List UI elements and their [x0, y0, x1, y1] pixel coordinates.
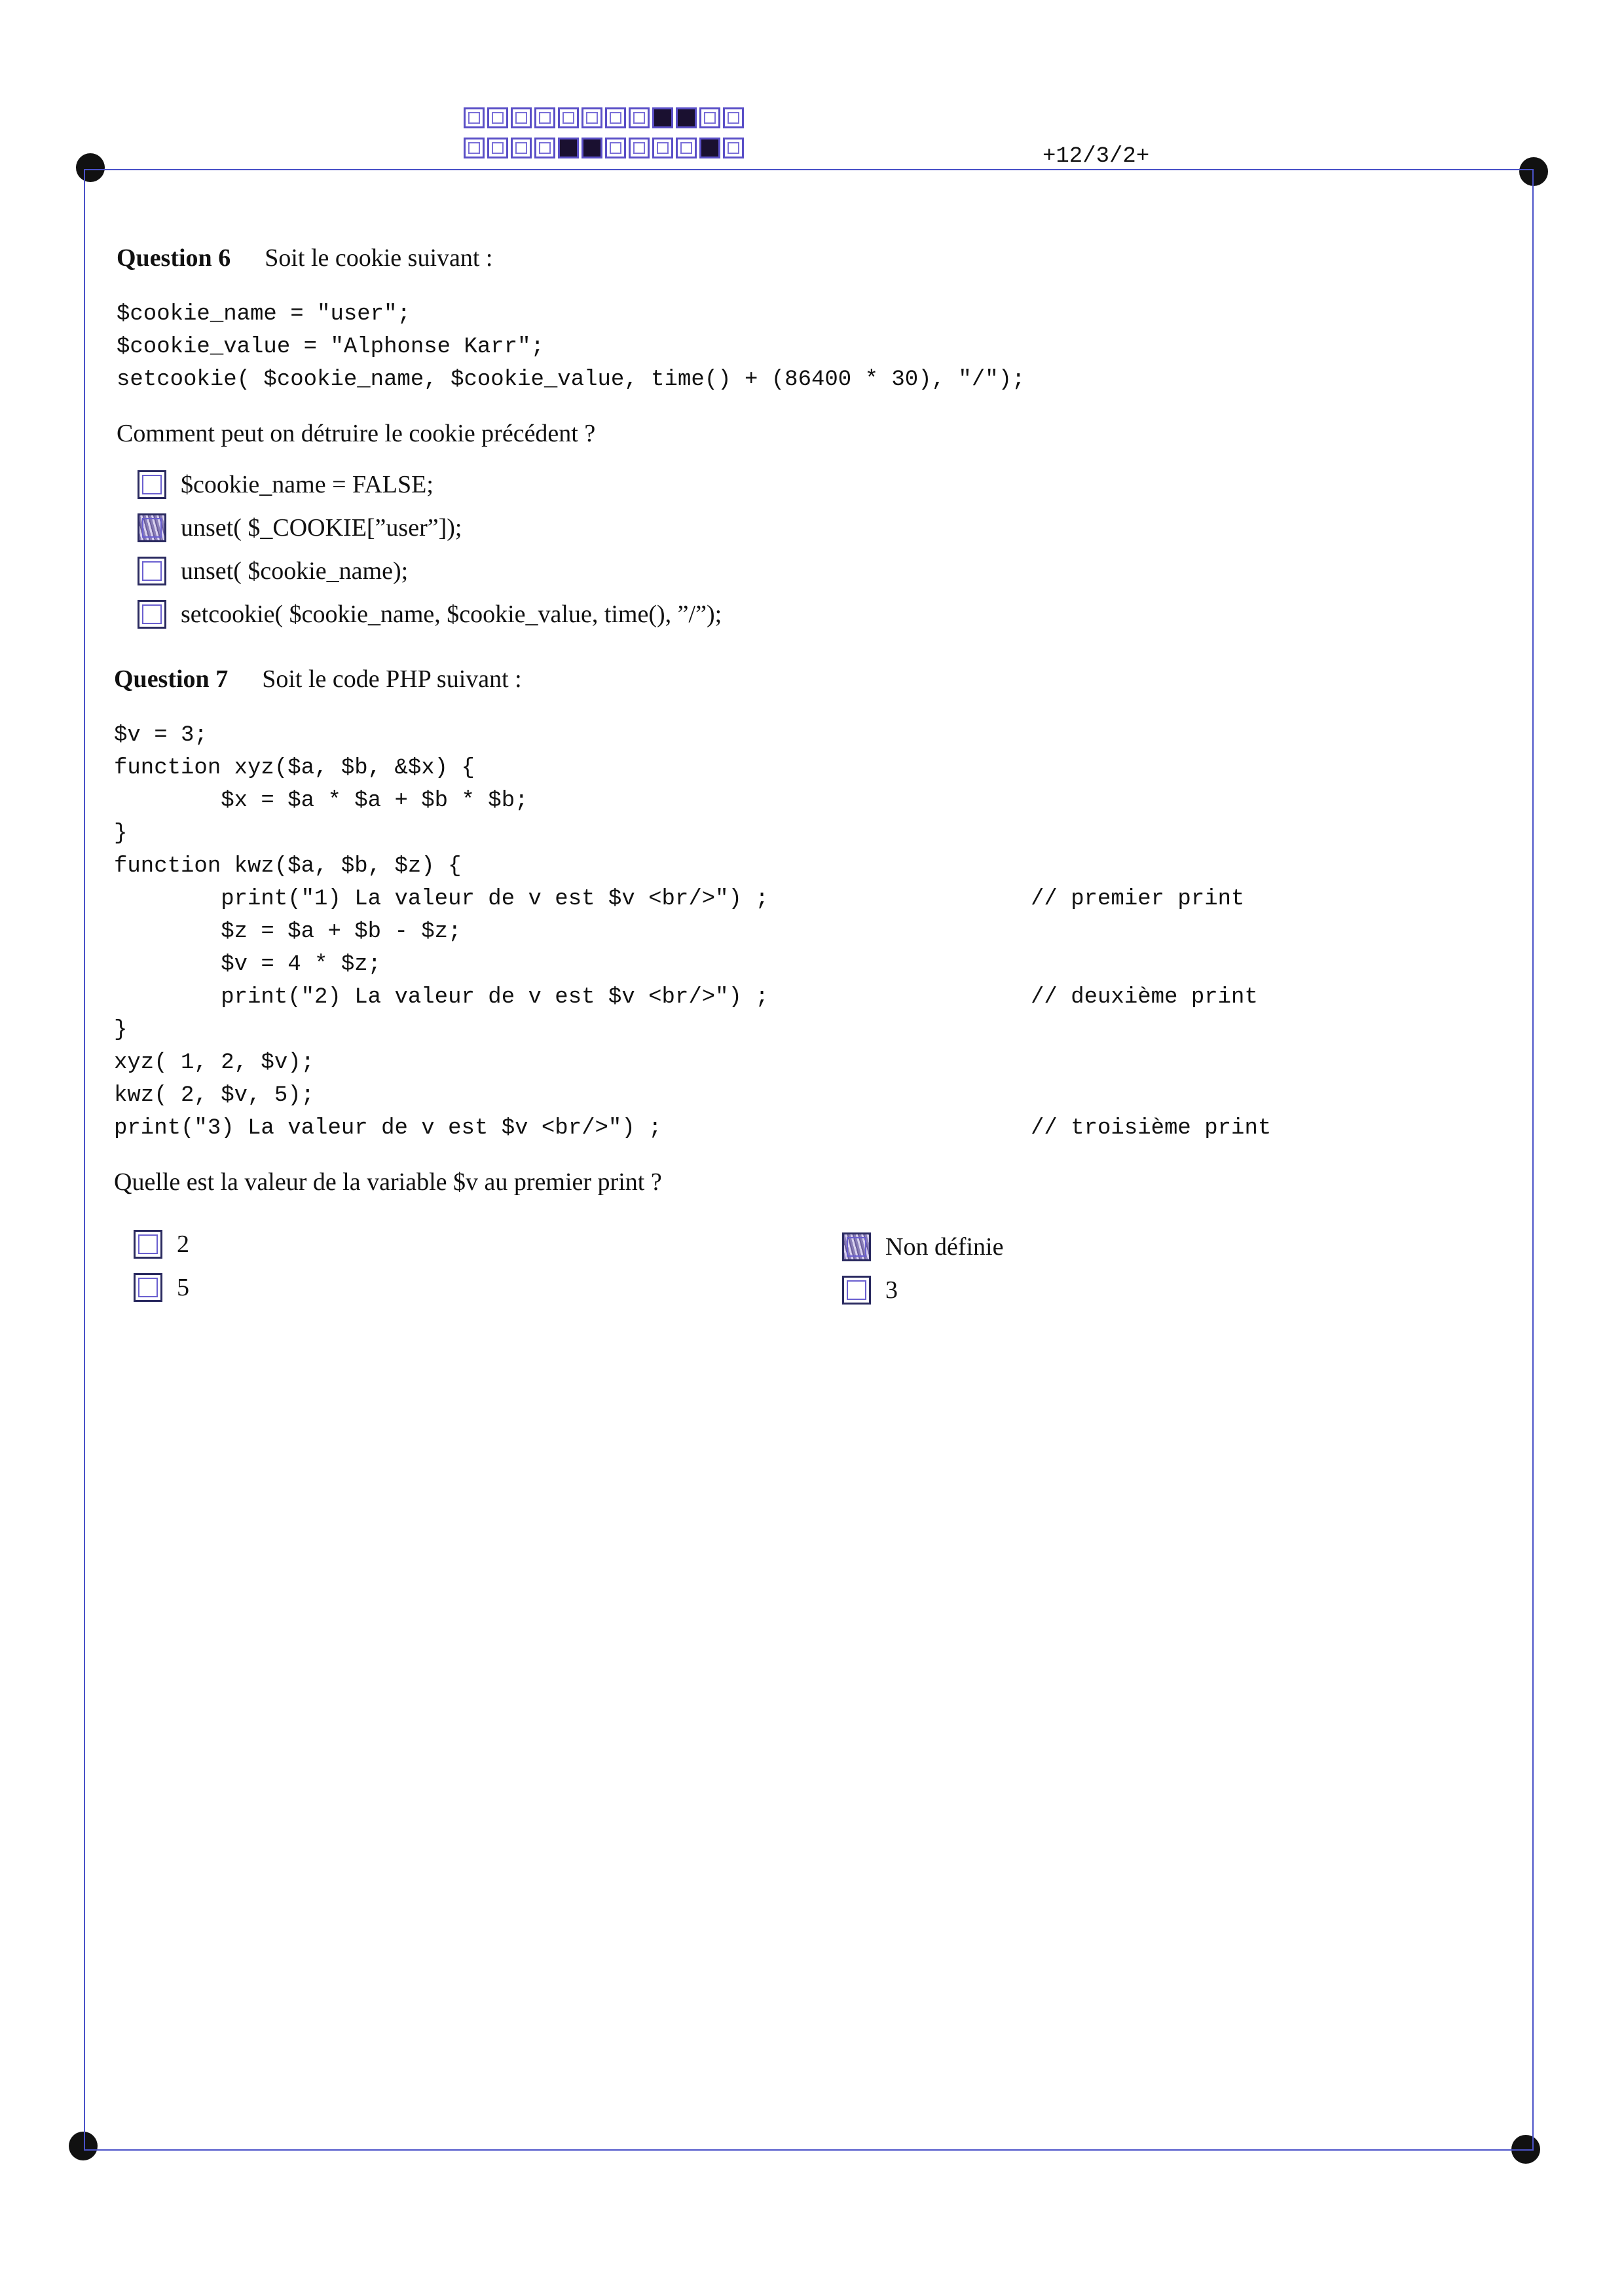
sheet-code: +12/3/2+ — [1043, 144, 1150, 169]
id-grid-cell — [464, 138, 485, 158]
code-line: xyz( 1, 2, $v); — [114, 1050, 315, 1075]
id-grid-cell — [558, 138, 579, 158]
code-line: } — [114, 821, 128, 846]
id-grid-cell — [723, 107, 744, 128]
id-grid-cell — [534, 138, 555, 158]
id-grid-cell — [534, 107, 555, 128]
code-line: print("2) La valeur de v est $v <br/>") ; // deuxième print — [114, 981, 769, 1014]
id-grid-cell — [464, 107, 485, 128]
answer-label: 5 — [177, 1274, 189, 1301]
answer-option[interactable] — [138, 600, 722, 629]
id-grid-cell — [487, 107, 508, 128]
code-block — [117, 298, 1025, 396]
answer-option[interactable] — [134, 1273, 189, 1302]
code-line: $cookie_value = "Alphonse Karr"; — [117, 335, 544, 360]
id-grid-cell — [558, 107, 579, 128]
code-comment: // deuxième print — [1031, 985, 1258, 1010]
id-grid-cell — [629, 107, 650, 128]
code-line: function xyz($a, $b, &$x) { — [114, 756, 475, 781]
answer-checkbox[interactable] — [842, 1276, 871, 1305]
answer-label: Non définie — [885, 1233, 1004, 1261]
id-grid-cell — [699, 138, 720, 158]
answer-label: unset( $cookie_name); — [181, 557, 409, 585]
code-comment: // troisième print — [1031, 1116, 1272, 1141]
code-line: setcookie( $cookie_name, $cookie_value, time() + (86400 * 30), "/"); — [117, 367, 1025, 392]
answer-checkbox[interactable] — [134, 1273, 162, 1302]
answer-option[interactable] — [138, 513, 462, 542]
answer-checkbox[interactable] — [138, 557, 166, 585]
code-line: print("1) La valeur de v est $v <br/>") ; // premier print — [114, 883, 769, 916]
question-intro: Soit le cookie suivant : — [265, 244, 493, 272]
id-grid-cell — [511, 107, 532, 128]
id-grid-cell — [605, 138, 626, 158]
code-line: $cookie_name = "user"; — [117, 302, 411, 327]
question-prompt: Quelle est la valeur de la variable $v au premier print ? — [114, 1168, 662, 1196]
id-grid-cell — [652, 138, 673, 158]
id-grid-cell — [511, 138, 532, 158]
answer-option[interactable] — [842, 1232, 1003, 1261]
answer-label: 3 — [885, 1276, 898, 1304]
answer-option[interactable] — [842, 1276, 898, 1305]
code-comment: // premier print — [1031, 887, 1245, 912]
code-line: kwz( 2, $v, 5); — [114, 1083, 315, 1108]
id-grid-cell — [652, 107, 673, 128]
id-grid-row — [464, 138, 747, 158]
id-grid-cell — [487, 138, 508, 158]
id-grid-cell — [605, 107, 626, 128]
answer-checkbox[interactable] — [842, 1232, 871, 1261]
id-grid-cell — [581, 107, 602, 128]
question-prompt: Comment peut on détruire le cookie précédent ? — [117, 420, 596, 447]
answer-checkbox[interactable] — [138, 470, 166, 499]
code-line: $v = 3; — [114, 723, 208, 748]
question-intro: Soit le code PHP suivant : — [262, 665, 522, 693]
answer-option[interactable] — [138, 470, 434, 499]
id-grid-row — [464, 107, 747, 128]
id-grid-cell — [581, 138, 602, 158]
answer-label: 2 — [177, 1231, 189, 1258]
question-7-heading — [114, 665, 522, 694]
id-grid-cell — [676, 107, 697, 128]
question-label: Question 6 — [117, 244, 231, 272]
code-line: print("3) La valeur de v est $v <br/>") ; // troisième print — [114, 1112, 769, 1145]
code-line: $x = $a * $a + $b * $b; — [114, 788, 528, 813]
answer-checkbox[interactable] — [138, 513, 166, 542]
answer-label: $cookie_name = FALSE; — [181, 471, 434, 498]
answer-option[interactable] — [134, 1230, 189, 1259]
page-frame — [84, 169, 1534, 2151]
answer-option[interactable] — [138, 557, 408, 585]
code-block — [114, 719, 1272, 1145]
answer-label: unset( $_COOKIE[”user”]); — [181, 514, 462, 542]
question-label: Question 7 — [114, 665, 229, 693]
code-line: $v = 4 * $z; — [114, 952, 382, 977]
answer-checkbox[interactable] — [138, 600, 166, 629]
answer-checkbox[interactable] — [134, 1230, 162, 1259]
question-6-heading — [117, 244, 493, 272]
id-grid-cell — [676, 138, 697, 158]
code-line: } — [114, 1018, 128, 1043]
code-line: function kwz($a, $b, $z) { — [114, 854, 462, 879]
id-grid-cell — [629, 138, 650, 158]
id-grid-cell — [699, 107, 720, 128]
id-grid-cell — [723, 138, 744, 158]
code-line: $z = $a + $b - $z; — [114, 919, 462, 944]
answer-label: setcookie( $cookie_name, $cookie_value, time(), ”/”); — [181, 601, 722, 628]
